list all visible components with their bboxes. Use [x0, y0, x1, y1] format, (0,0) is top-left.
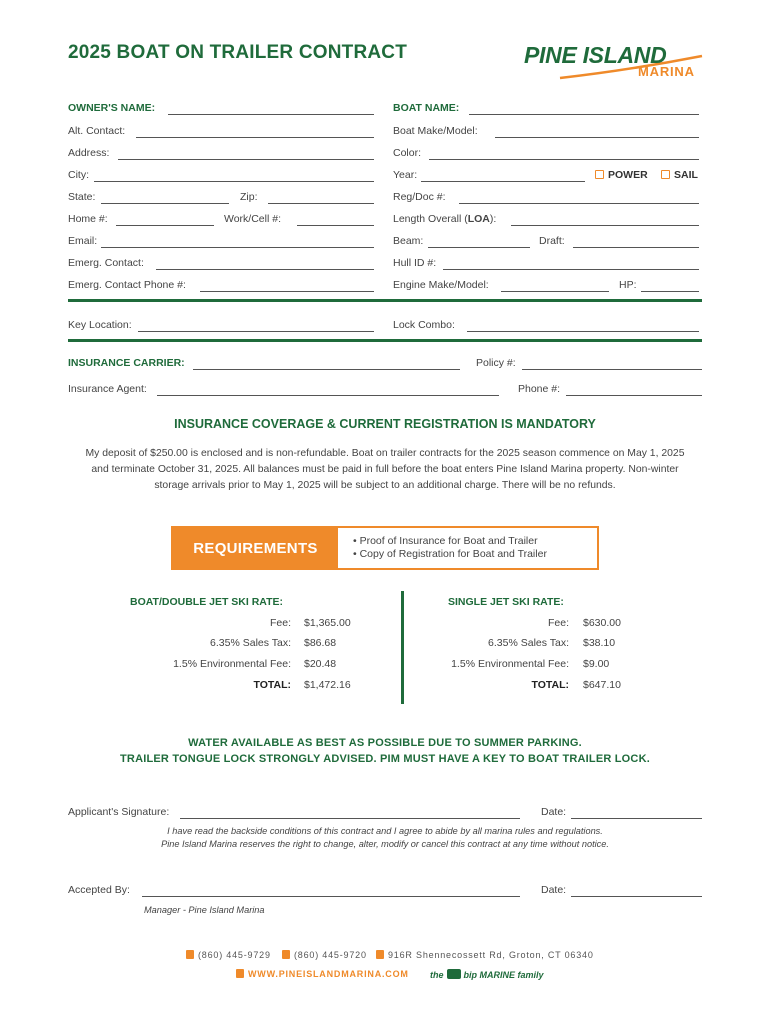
location-icon [376, 950, 384, 959]
single-env-label: 1.5% Environmental Fee: [451, 658, 569, 670]
work-cell-line[interactable] [297, 225, 374, 226]
hull-id-field[interactable] [393, 257, 699, 273]
applicant-date-label: Date: [541, 806, 567, 818]
owners-name-label: OWNER'S NAME: [68, 102, 156, 114]
logo-name: PINE ISLAND [524, 42, 667, 68]
reg-doc-line[interactable] [459, 203, 699, 204]
agent-phone-label: Phone #: [518, 383, 561, 395]
website-link[interactable]: WWW.PINEISLANDMARINA.COM [248, 969, 409, 979]
insurance-agent-line[interactable] [157, 395, 499, 396]
deposit-terms-line-3: storage arrivals prior to May 1, 2025 will be subject to an additional charge. There will be no refunds. [154, 480, 616, 491]
state-line[interactable] [101, 203, 229, 204]
owners-name-line[interactable] [168, 114, 374, 115]
alt-contact-label: Alt. Contact: [68, 125, 126, 137]
page-title: 2025 BOAT ON TRAILER CONTRACT [68, 42, 408, 63]
state-label: State: [68, 191, 96, 203]
deposit-terms-line-1: My deposit of $250.00 is enclosed and is non-refundable. Boat on trailer contracts for the 2025 season commence on May 1, 2025 [85, 448, 685, 459]
rates-divider [401, 591, 404, 704]
applicant-signature-label: Applicant's Signature: [68, 806, 170, 818]
loa-text: LOA [467, 213, 490, 225]
boat-make-model-label: Boat Make/Model: [393, 125, 478, 137]
applicant-signature-field[interactable] [68, 806, 702, 822]
requirement-item: • Copy of Registration for Boat and Trailer [353, 548, 547, 560]
mandatory-heading: INSURANCE COVERAGE & CURRENT REGISTRATION IS MANDATORY [174, 417, 596, 431]
accepted-date-line[interactable] [571, 896, 702, 897]
accepted-date-label: Date: [541, 884, 567, 896]
accepted-by-line[interactable] [142, 896, 520, 897]
double-total-label: TOTAL: [253, 679, 291, 691]
engine-field[interactable] [393, 279, 699, 295]
single-total-label: TOTAL: [531, 679, 569, 691]
section-divider-insurance [68, 339, 702, 342]
single-rate-title: SINGLE JET SKI RATE: [448, 596, 564, 608]
power-checkbox[interactable] [595, 170, 604, 179]
address-label: Address: [68, 147, 110, 159]
requirements-heading: REQUIREMENTS [173, 528, 338, 568]
email-field[interactable] [68, 235, 374, 251]
lock-combo-field[interactable] [393, 319, 699, 335]
emerg-contact-line[interactable] [156, 269, 374, 270]
zip-label: Zip: [240, 191, 258, 203]
insurance-carrier-label: INSURANCE CARRIER: [68, 357, 185, 369]
trailer-lock-notice: TRAILER TONGUE LOCK STRONGLY ADVISED. PIM MUST HAVE A KEY TO BOAT TRAILER LOCK. [120, 753, 650, 765]
hull-id-label: Hull ID #: [393, 257, 437, 269]
hp-line[interactable] [641, 291, 699, 292]
email-line[interactable] [101, 247, 374, 248]
single-fee-value: $630.00 [583, 617, 621, 629]
key-location-line[interactable] [138, 331, 374, 332]
deposit-terms [68, 446, 702, 494]
single-fee-label: Fee: [547, 617, 569, 629]
bip-logo-icon [447, 969, 461, 979]
double-fee-label: Fee: [269, 617, 291, 629]
boat-name-field[interactable] [393, 102, 699, 118]
rights-note: Pine Island Marina reserves the right to change, alter, modify or cancel this contract at any time without notice. [161, 839, 609, 849]
footer-address [376, 950, 594, 960]
reg-doc-field[interactable] [393, 191, 699, 207]
bip-family-pre: the [430, 970, 444, 980]
length-overall-label [393, 213, 496, 225]
city-label: City: [68, 169, 89, 181]
sail-checkbox[interactable] [661, 170, 670, 179]
applicant-signature-line[interactable] [180, 818, 520, 819]
address-field[interactable] [68, 147, 374, 163]
reg-doc-label: Reg/Doc #: [393, 191, 446, 203]
beam-draft-field[interactable] [393, 235, 699, 251]
applicant-date-line[interactable] [571, 818, 702, 819]
alt-contact-line[interactable] [136, 137, 374, 138]
state-zip-field[interactable] [68, 191, 374, 207]
home-phone-line[interactable] [116, 225, 214, 226]
bip-marine-family-logo [430, 969, 544, 980]
boat-make-model-field[interactable] [393, 125, 699, 141]
policy-line[interactable] [522, 369, 702, 370]
logo-sub: MARINA [638, 64, 695, 79]
deposit-terms-line-2: and terminate October 31, 2025. All balances must be paid in full before the boat enters Pine Island Marina property. Non-winter [91, 464, 679, 475]
footer-website[interactable] [236, 969, 409, 979]
bip-family-post: bip MARINE family [463, 970, 544, 980]
year-line[interactable] [421, 181, 585, 182]
color-label: Color: [393, 147, 422, 159]
section-divider-top [68, 299, 702, 302]
agent-phone-line[interactable] [566, 395, 702, 396]
engine-line[interactable] [501, 291, 609, 292]
address-line[interactable] [118, 159, 374, 160]
requirements-list [353, 535, 547, 561]
beam-label: Beam: [393, 235, 424, 247]
work-cell-label: Work/Cell #: [224, 213, 281, 225]
sail-label: SAIL [674, 169, 698, 181]
year-label: Year: [393, 169, 418, 181]
emerg-phone-label: Emerg. Contact Phone #: [68, 279, 186, 291]
length-overall-close: ): [489, 213, 497, 225]
sail-option[interactable] [661, 169, 698, 181]
key-location-label: Key Location: [68, 319, 132, 331]
double-total-value: $1,472.16 [304, 679, 351, 691]
policy-label: Policy #: [476, 357, 516, 369]
boat-name-line[interactable] [469, 114, 699, 115]
email-label: Email: [68, 235, 98, 247]
draft-line[interactable] [573, 247, 699, 248]
alt-contact-field[interactable] [68, 125, 374, 141]
key-location-field[interactable] [68, 319, 374, 335]
single-env-value: $9.00 [583, 658, 610, 670]
year-type-field[interactable] [393, 169, 705, 185]
city-field[interactable] [68, 169, 374, 185]
accepted-by-label: Accepted By: [68, 884, 130, 896]
power-option[interactable] [595, 169, 648, 181]
color-field[interactable] [393, 147, 699, 163]
accepted-by-field[interactable] [68, 884, 702, 900]
double-rate-title: BOAT/DOUBLE JET SKI RATE: [130, 596, 284, 608]
zip-line[interactable] [268, 203, 374, 204]
boat-name-label: BOAT NAME: [393, 102, 460, 114]
double-env-value: $20.48 [304, 658, 337, 670]
insurance-carrier-line[interactable] [193, 369, 460, 370]
insurance-agent-field[interactable] [68, 383, 702, 399]
manager-caption: Manager - Pine Island Marina [144, 905, 265, 915]
footer-phone-text: (860) 445-9729 [198, 950, 271, 960]
color-line[interactable] [429, 159, 699, 160]
emerg-contact-field[interactable] [68, 257, 374, 273]
single-tax-label: 6.35% Sales Tax: [488, 637, 569, 649]
footer-fax [282, 950, 367, 960]
length-overall-field[interactable] [393, 213, 699, 229]
emerg-contact-label: Emerg. Contact: [68, 257, 144, 269]
single-tax-value: $38.10 [583, 637, 616, 649]
length-overall-line[interactable] [511, 225, 699, 226]
water-notice: WATER AVAILABLE AS BEST AS POSSIBLE DUE TO SUMMER PARKING. [188, 737, 582, 749]
hull-id-line[interactable] [443, 269, 699, 270]
lock-combo-line[interactable] [467, 331, 699, 332]
double-env-label: 1.5% Environmental Fee: [173, 658, 291, 670]
phone-field[interactable] [68, 213, 374, 229]
beam-line[interactable] [428, 247, 530, 248]
owners-name-field[interactable] [68, 102, 374, 118]
double-tax-label: 6.35% Sales Tax: [210, 637, 291, 649]
emerg-phone-line[interactable] [200, 291, 374, 292]
draft-label: Draft: [539, 235, 565, 247]
city-line[interactable] [94, 181, 374, 182]
hp-label: HP: [619, 279, 637, 291]
boat-make-model-line[interactable] [495, 137, 699, 138]
home-phone-label: Home #: [68, 213, 108, 225]
web-icon [236, 969, 244, 978]
agreement-note: I have read the backside conditions of this contract and I agree to abide by all marina rules and regulations. [167, 826, 603, 836]
pine-island-marina-logo [520, 40, 705, 82]
fax-icon [282, 950, 290, 959]
power-label: POWER [608, 169, 648, 181]
emerg-phone-field[interactable] [68, 279, 374, 295]
engine-label: Engine Make/Model: [393, 279, 489, 291]
footer-fax-text: (860) 445-9720 [294, 950, 367, 960]
lock-combo-label: Lock Combo: [393, 319, 455, 331]
requirements-box [171, 526, 599, 570]
footer-phone [186, 950, 271, 960]
double-fee-value: $1,365.00 [304, 617, 351, 629]
insurance-agent-label: Insurance Agent: [68, 383, 147, 395]
requirement-item: • Proof of Insurance for Boat and Trailer [353, 535, 538, 547]
insurance-carrier-field[interactable] [68, 357, 702, 373]
phone-icon [186, 950, 194, 959]
single-total-value: $647.10 [583, 679, 621, 691]
length-overall-text: Length Overall ( [393, 213, 468, 225]
double-tax-value: $86.68 [304, 637, 337, 649]
footer-address-text: 916R Shennecossett Rd, Groton, CT 06340 [388, 950, 594, 960]
